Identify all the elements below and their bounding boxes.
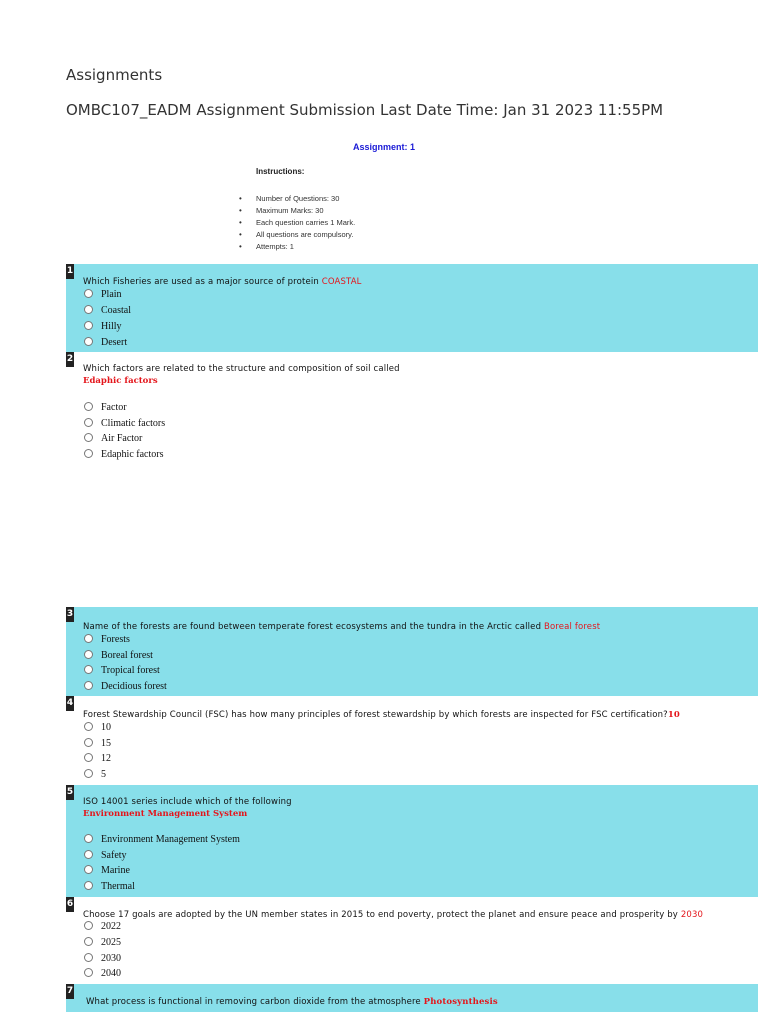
option-radio[interactable]: Plain xyxy=(84,287,122,302)
option-radio[interactable]: Tropical forest xyxy=(84,663,160,678)
answer-highlight: Edaphic factors xyxy=(83,376,158,386)
radio-icon[interactable] xyxy=(84,953,93,962)
question-prompt: Choose 17 goals are adopted by the UN member states in 2015 to end poverty, protect the planet and ensure peace and prosperity by xyxy=(83,910,678,920)
question-block-7 xyxy=(66,984,758,1012)
question-block-4 xyxy=(66,696,758,785)
option-radio[interactable]: Decidious forest xyxy=(84,679,167,694)
radio-icon[interactable] xyxy=(84,402,93,411)
radio-icon[interactable] xyxy=(84,305,93,314)
assignment-title: Assignment: 1 xyxy=(352,142,415,152)
option-radio[interactable]: Thermal xyxy=(84,879,135,894)
option-radio[interactable]: 2030 xyxy=(84,951,121,966)
instructions-list xyxy=(256,193,355,253)
question-prompt: Name of the forests are found between temperate forest ecosystems and the tundra in the Arctic called xyxy=(83,622,542,632)
radio-icon[interactable] xyxy=(84,881,93,890)
question-number: 1 xyxy=(66,264,74,279)
option-radio[interactable]: 12 xyxy=(84,751,111,766)
question-block-1 xyxy=(66,264,758,352)
option-radio[interactable]: Edaphic factors xyxy=(84,447,163,462)
answer-highlight: Photosynthesis xyxy=(423,997,498,1007)
option-radio[interactable]: Safety xyxy=(84,848,127,863)
radio-icon[interactable] xyxy=(84,738,93,747)
question-text xyxy=(83,277,362,287)
question-text xyxy=(83,622,600,632)
section-title: Assignments xyxy=(66,66,163,84)
radio-icon[interactable] xyxy=(84,289,93,298)
question-prompt: Which Fisheries are used as a major source of protein xyxy=(83,277,319,287)
option-radio[interactable]: 2040 xyxy=(84,966,121,981)
instruction-item: • All questions are compulsory. xyxy=(256,229,355,241)
option-radio[interactable]: 2022 xyxy=(84,919,121,934)
option-radio[interactable]: Boreal forest xyxy=(84,648,153,663)
question-number: 2 xyxy=(66,352,74,367)
option-radio[interactable]: 5 xyxy=(84,767,106,782)
option-radio[interactable]: Forests xyxy=(84,632,130,647)
option-radio[interactable]: Climatic factors xyxy=(84,416,165,431)
radio-icon[interactable] xyxy=(84,937,93,946)
radio-icon[interactable] xyxy=(84,753,93,762)
answer-highlight: Boreal forest xyxy=(543,622,601,632)
option-radio[interactable]: 15 xyxy=(84,736,111,751)
instruction-item: • Each question carries 1 Mark. xyxy=(256,217,355,229)
option-radio[interactable]: Environment Management System xyxy=(84,832,240,847)
option-radio[interactable]: Coastal xyxy=(84,303,131,318)
radio-icon[interactable] xyxy=(84,968,93,977)
radio-icon[interactable] xyxy=(84,418,93,427)
option-radio[interactable]: 2025 xyxy=(84,935,121,950)
radio-icon[interactable] xyxy=(84,921,93,930)
radio-icon[interactable] xyxy=(84,834,93,843)
radio-icon[interactable] xyxy=(84,433,93,442)
question-prompt: What process is functional in removing carbon dioxide from the atmosphere xyxy=(86,997,421,1007)
instruction-item: • Maximum Marks: 30 xyxy=(256,205,355,217)
radio-icon[interactable] xyxy=(84,865,93,874)
option-radio[interactable]: Marine xyxy=(84,863,130,878)
question-block-3 xyxy=(66,607,758,696)
answer-highlight: 10 xyxy=(667,710,680,720)
question-text: Which factors are related to the structure and composition of soil called xyxy=(83,364,400,374)
radio-icon[interactable] xyxy=(84,681,93,690)
radio-icon[interactable] xyxy=(84,665,93,674)
question-number: 3 xyxy=(66,607,74,622)
radio-icon[interactable] xyxy=(84,449,93,458)
instruction-item: • Attempts: 1 xyxy=(256,241,355,253)
instructions-title: Instructions: xyxy=(256,167,305,176)
question-text xyxy=(83,710,680,720)
question-block-2 xyxy=(66,352,758,464)
radio-icon[interactable] xyxy=(84,650,93,659)
option-radio[interactable]: Factor xyxy=(84,400,127,415)
option-radio[interactable]: Hilly xyxy=(84,319,122,334)
radio-icon[interactable] xyxy=(84,722,93,731)
question-prompt: Forest Stewardship Council (FSC) has how many principles of forest stewardship by which forests are inspected for FSC certification? xyxy=(83,710,668,720)
option-radio[interactable]: 10 xyxy=(84,720,111,735)
radio-icon[interactable] xyxy=(84,769,93,778)
radio-icon[interactable] xyxy=(84,850,93,859)
question-number: 6 xyxy=(66,897,74,912)
question-block-5 xyxy=(66,785,758,897)
question-text: ISO 14001 series include which of the following xyxy=(83,797,292,807)
radio-icon[interactable] xyxy=(84,634,93,643)
question-number: 5 xyxy=(66,785,74,800)
question-block-6 xyxy=(66,897,758,984)
answer-highlight: Environment Management System xyxy=(83,809,248,819)
question-number: 7 xyxy=(66,984,74,999)
radio-icon[interactable] xyxy=(84,321,93,330)
question-text xyxy=(83,910,703,920)
question-text xyxy=(86,997,498,1007)
question-number: 4 xyxy=(66,696,74,711)
instruction-item: • Number of Questions: 30 xyxy=(256,193,355,205)
answer-highlight: 2030 xyxy=(680,910,704,920)
answer-highlight: COASTAL xyxy=(321,277,362,287)
radio-icon[interactable] xyxy=(84,337,93,346)
submission-deadline: OMBC107_EADM Assignment Submission Last Date Time: Jan 31 2023 11:55PM xyxy=(66,101,664,119)
option-radio[interactable]: Desert xyxy=(84,335,127,350)
option-radio[interactable]: Air Factor xyxy=(84,431,142,446)
